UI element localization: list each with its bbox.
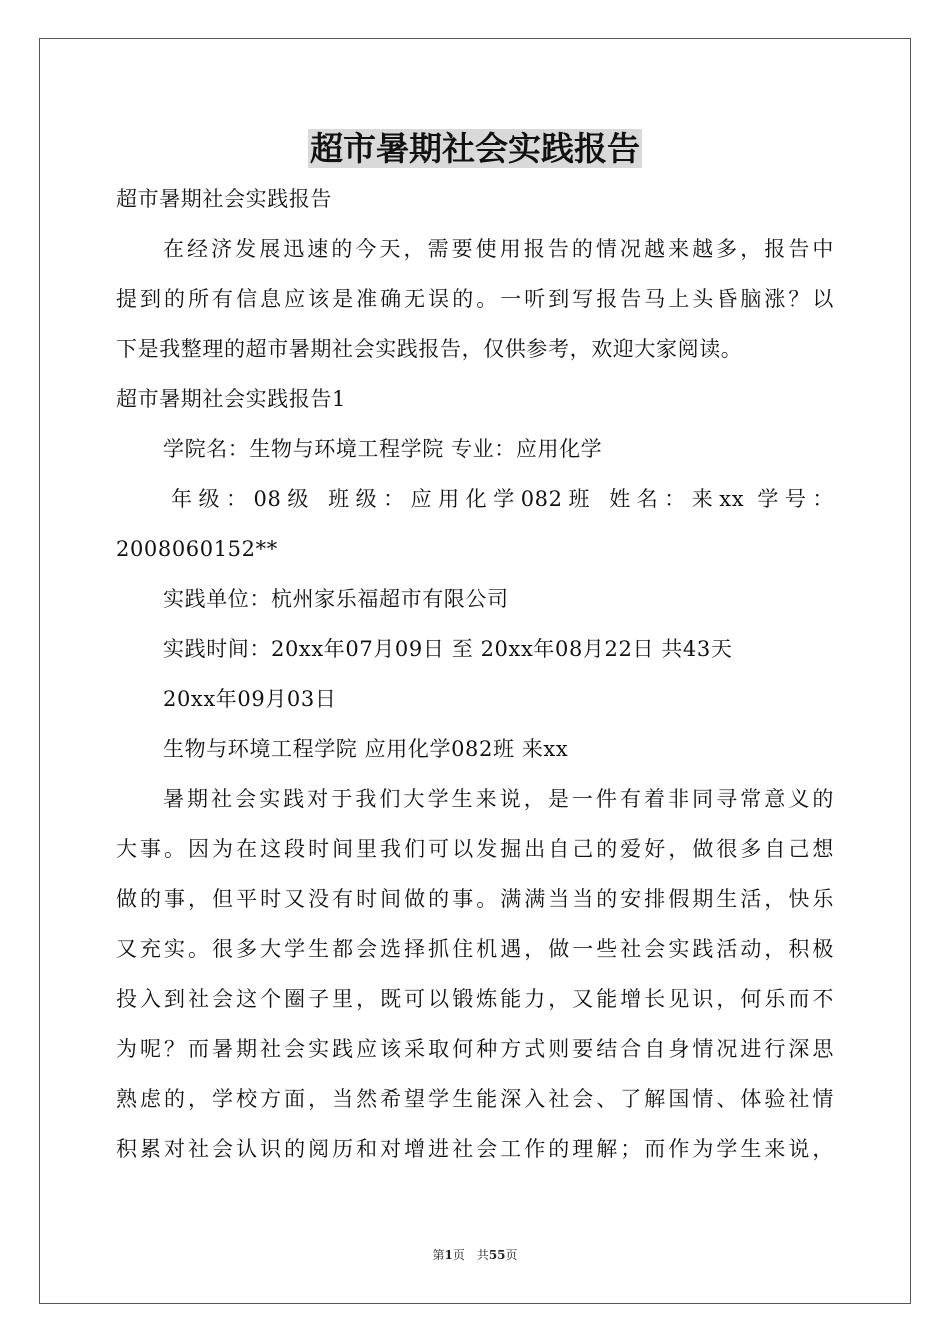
info-line-date: 20xx年09月03日 bbox=[163, 687, 337, 711]
paragraph-line: 大事。因为在这段时间里我们可以发掘出自己的爱好，做很多自己想 bbox=[116, 837, 834, 861]
info-line-grade: 年级：08级 班级：应用化学082班 姓名：来xx 学号： bbox=[171, 487, 834, 511]
info-line-author: 生物与环境工程学院 应用化学082班 来xx bbox=[163, 737, 569, 761]
paragraph-line: 积累对社会认识的阅历和对增进社会工作的理解；而作为学生来说， bbox=[116, 1137, 834, 1161]
paragraph-line: 暑期社会实践对于我们大学生来说，是一件有着非同寻常意义的 bbox=[163, 787, 834, 811]
footer-prefix: 第 bbox=[432, 1248, 445, 1262]
info-line-time: 实践时间：20xx年07月09日 至 20xx年08月22日 共43天 bbox=[163, 637, 733, 661]
subtitle-line: 超市暑期社会实践报告 bbox=[116, 187, 332, 211]
info-line-college: 学院名：生物与环境工程学院 专业：应用化学 bbox=[163, 437, 603, 461]
footer-mid: 页 共 bbox=[452, 1248, 489, 1262]
paragraph-line: 熟虑的，学校方面，当然希望学生能深入社会、了解国情、体验社情 bbox=[116, 1087, 834, 1111]
footer-suffix: 页 bbox=[505, 1248, 518, 1262]
paragraph-line: 下是我整理的超市暑期社会实践报告，仅供参考，欢迎大家阅读。 bbox=[116, 337, 743, 361]
info-line-student-id: 2008060152** bbox=[116, 537, 278, 561]
paragraph-line: 在经济发展迅速的今天，需要使用报告的情况越来越多，报告中 bbox=[163, 237, 834, 261]
info-line-unit: 实践单位：杭州家乐福超市有限公司 bbox=[163, 587, 509, 611]
page-footer bbox=[0, 1247, 950, 1263]
paragraph-line: 做的事，但平时又没有时间做的事。满满当当的安排假期生活，快乐 bbox=[116, 887, 834, 911]
document-title: 超市暑期社会实践报告 bbox=[310, 129, 640, 168]
paragraph-line: 为呢？而暑期社会实践应该采取何种方式则要结合自身情况进行深思 bbox=[116, 1037, 834, 1061]
section-heading: 超市暑期社会实践报告1 bbox=[116, 387, 346, 411]
footer-page-number: 1 bbox=[444, 1248, 453, 1262]
paragraph-line: 投入到社会这个圈子里，既可以锻炼能力，又能增长见识，何乐而不 bbox=[116, 987, 834, 1011]
paragraph-line: 提到的所有信息应该是准确无误的。一听到写报告马上头昏脑涨？以 bbox=[116, 287, 834, 311]
page-border bbox=[39, 38, 911, 1304]
footer-page-total: 55 bbox=[488, 1248, 506, 1262]
paragraph-line: 又充实。很多大学生都会选择抓住机遇，做一些社会实践活动，积极 bbox=[116, 937, 834, 961]
